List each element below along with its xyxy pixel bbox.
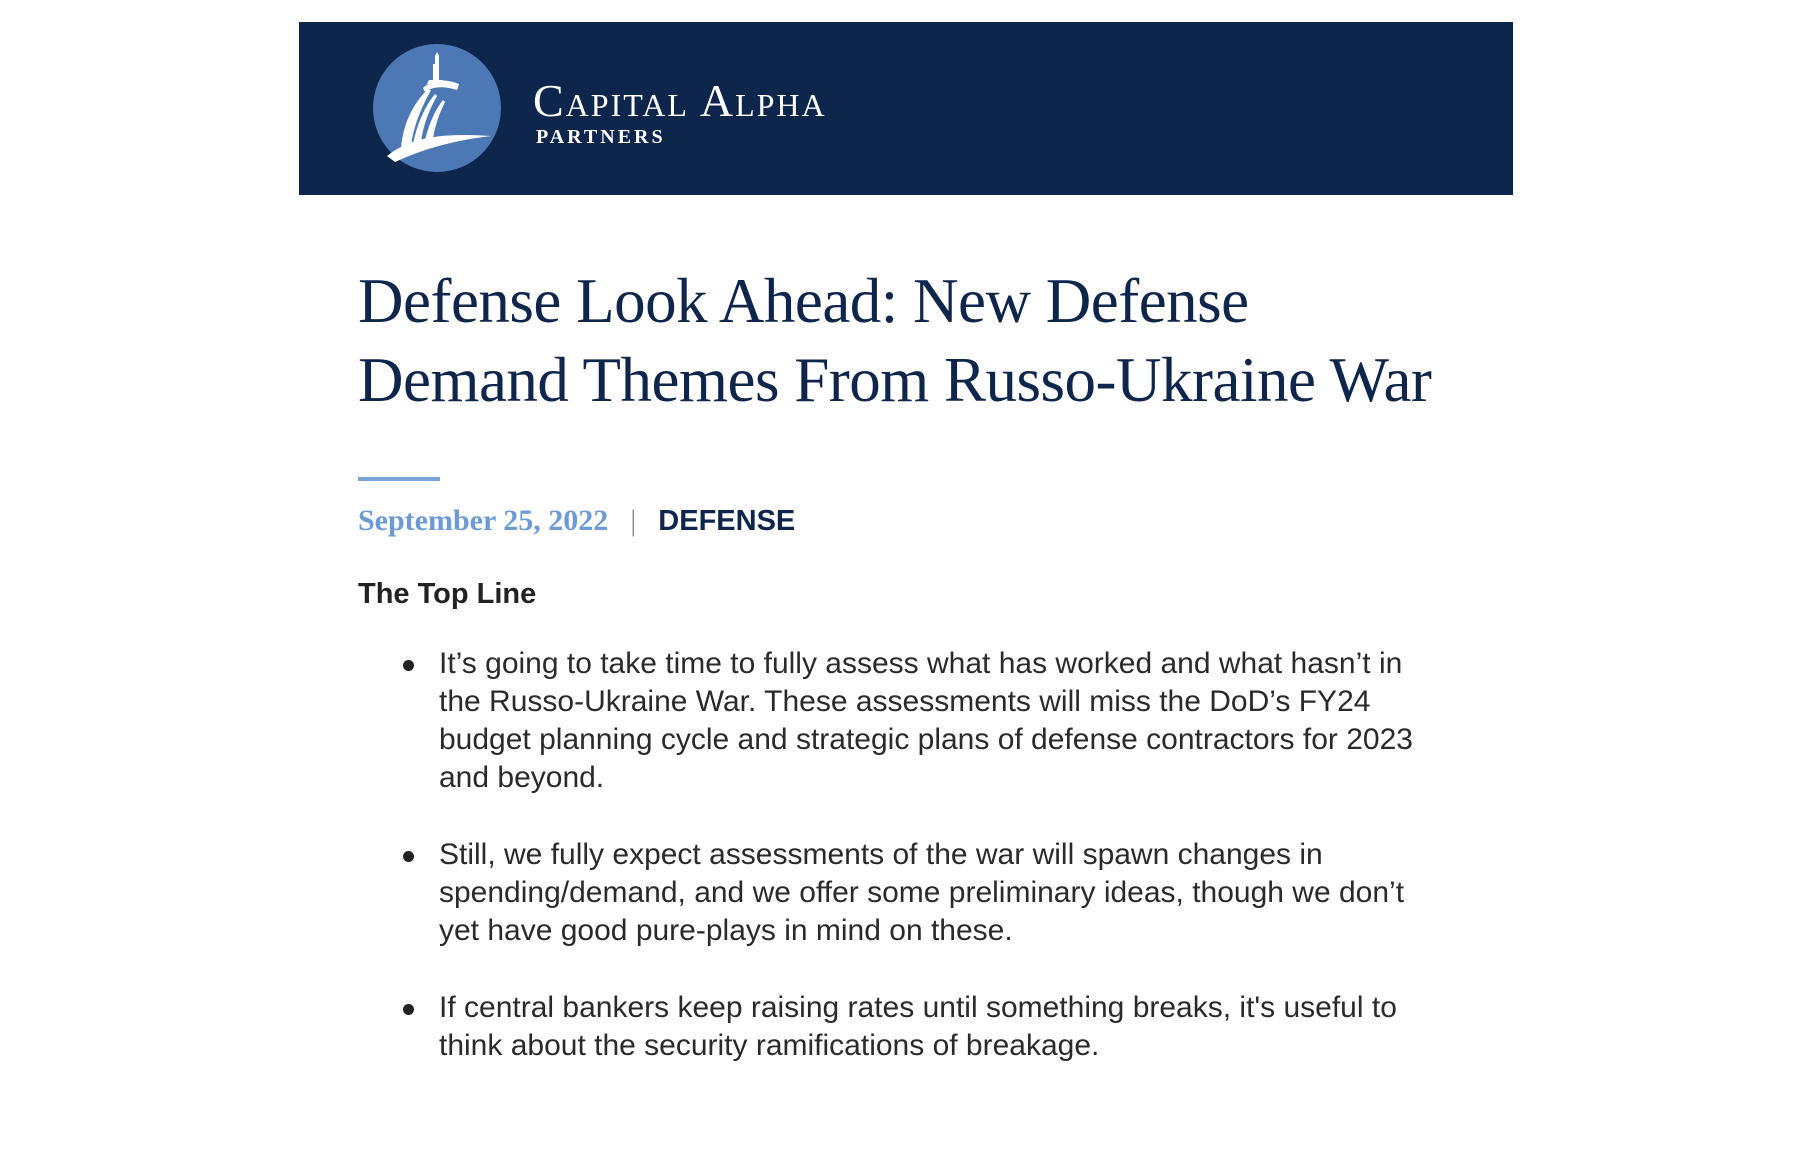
brand-wordmark[interactable] — [533, 75, 827, 148]
top-line-list — [358, 645, 1458, 1065]
capitol-dome-icon[interactable] — [373, 44, 501, 172]
list-item-text: It’s going to take time to fully assess what has worked and what hasn’t in the Russo-Ukraine War. These assessments will miss the DoD’s FY24 budget planning cycle and strategic plans of defense contractors for 2023 and beyond. — [439, 647, 1413, 794]
list-item — [358, 989, 1449, 1065]
bullet-dot-icon — [403, 1004, 414, 1015]
list-item-text: If central bankers keep raising rates until something breaks, it's useful to think about the security ramifications of breakage. — [439, 991, 1397, 1062]
title-divider — [358, 477, 440, 481]
header-banner — [299, 22, 1513, 195]
section-heading: The Top Line — [358, 578, 537, 610]
list-item — [358, 836, 1449, 950]
meta-separator: | — [630, 504, 637, 537]
brand-subtitle: PARTNERS — [536, 126, 666, 148]
bullet-dot-icon — [403, 851, 414, 862]
page-title: Defense Look Ahead: New Defense Demand Themes From Russo-Ukraine War — [358, 266, 1432, 415]
article-meta — [358, 503, 1458, 539]
publish-date: September 25, 2022 — [358, 504, 609, 537]
category-link[interactable]: DEFENSE — [658, 505, 796, 537]
list-item-text: Still, we fully expect assessments of the war will spawn changes in spending/demand, and we offer some preliminary ideas, though we don’t yet have good pure-plays in mind on these. — [439, 838, 1405, 947]
bullet-dot-icon — [403, 660, 414, 671]
list-item — [358, 645, 1449, 797]
article-body — [358, 262, 1458, 1104]
brand-name: Capital Alpha — [533, 75, 827, 126]
